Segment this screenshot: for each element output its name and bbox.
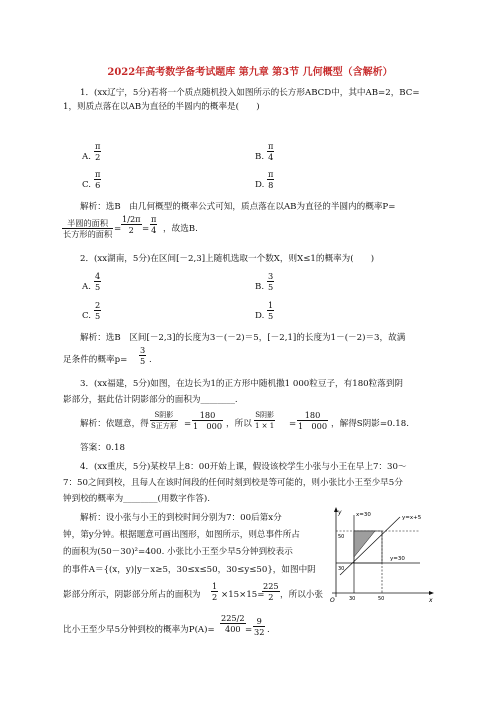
origin-label: O xyxy=(330,597,335,604)
q2-option-d-label: D. xyxy=(255,311,265,321)
q1-option-a-label: A. xyxy=(82,152,91,162)
q4-9-32-fraction: $\frac{9}{32}$ xyxy=(254,616,265,637)
q2-option-b-label: B. xyxy=(255,282,265,292)
q1-solution-frac1: $\frac{1/2\pi}{2}$ xyxy=(122,214,141,235)
q4-line3: 钟到校的概率为________(用数字作答). xyxy=(63,494,210,504)
q2-option-d-fraction: $\frac{1}{5}$ xyxy=(268,300,274,321)
tick-30-y: 30 xyxy=(338,566,345,572)
q4-solution-line4: 的事件A＝{(x，y)|y－x≥5，30≤x≤50，30≤y≤50}，如图中阴 xyxy=(63,565,316,575)
x-axis-label: x xyxy=(429,597,433,604)
q4-solution-line6-head: 比小王至少早5分钟到校的概率为P(A)= xyxy=(63,625,215,635)
q1-solution-ratio: 半圆的面积 长方形的面积 xyxy=(63,218,113,239)
q3-tail: ，解得S阴影=0.18. xyxy=(331,419,409,429)
q1-option-c-label: C. xyxy=(82,180,92,190)
q2-solution-line1: 解析：选B 区间[－2,3]的长度为3－(－2)＝5，[－2,1]的长度为1－(－2)＝3，故满 xyxy=(80,333,406,343)
q4-solution-line5-head: 影部分所示，阴影部分所占的面积为 xyxy=(63,590,201,600)
q1-option-b-fraction: $\frac{\pi}{4}$ xyxy=(268,141,274,162)
q2-solution-line2: 足条件的概率p= xyxy=(63,355,128,365)
q1-line1: 1．(xx辽宁，5分)若将一个质点随机投入如图所示的长方形ABCD中，其中AB=2，BC= xyxy=(80,88,420,98)
tick-50-x: 50 xyxy=(378,596,385,602)
q3-line2: 影部分，据此估计阴影部分的面积为________. xyxy=(63,395,238,405)
q3-ratio-180-1000: $\frac{180}{1 000}$ xyxy=(193,410,223,431)
q4-line2: 7：50之间到校，且每人在该时间段的任何时刻到校是等可能的，则小张比小王至少早5分 xyxy=(63,478,403,488)
q2-option-a-label: A. xyxy=(82,282,91,292)
q3-ratio-shadow-unit: S阴影 1 × 1 xyxy=(255,411,275,430)
q1-solution-line1: 解析：选B 由几何概型的概率公式可知，质点落在以AB为直径的半圆内的概率P= xyxy=(80,202,396,212)
q2-solution-fraction: $\frac{3}{5}$ xyxy=(140,345,146,366)
q4-solution-line6-tail: . xyxy=(267,625,270,635)
q1-option-b-label: B. xyxy=(255,152,265,162)
q4-probability-fraction: $\frac{225/2}{400}$ xyxy=(221,613,245,634)
q4-solution-line6-eq: = xyxy=(245,625,253,635)
q4-solution-line5-mid: ×15×15= xyxy=(221,590,265,600)
q2-option-b-fraction: $\frac{3}{5}$ xyxy=(268,271,274,292)
line-y-eq-x-plus-5 xyxy=(340,517,400,575)
q2-line1: 2．(xx湖南，5分)在区间[－2,3]上随机选取一个数X，则X≤1的概率为( ) xyxy=(80,254,375,264)
q3-eq1: = xyxy=(184,419,192,429)
q1-option-a-fraction: $\frac{\pi}{2}$ xyxy=(95,141,101,162)
q3-ratio-180-1000-b: $\frac{180}{1 000}$ xyxy=(298,410,328,431)
q3-mid: ，所以 xyxy=(226,419,252,429)
x-axis-arrow-icon xyxy=(429,591,434,595)
q4-solution-line5-tail: ，所以小张 xyxy=(280,590,323,600)
probability-region-graph xyxy=(328,505,438,605)
label-x30: x=30 xyxy=(356,512,371,518)
q1-option-d-fraction: $\frac{\pi}{8}$ xyxy=(268,169,274,190)
q1-solution-eq2: = xyxy=(142,224,150,234)
tick-50-y: 50 xyxy=(338,534,345,540)
q4-225-half-fraction: $\frac{225}{2}$ xyxy=(263,581,279,602)
y-axis-label: y xyxy=(338,509,342,516)
q3-answer: 答案：0.18 xyxy=(80,443,125,453)
q2-option-c-label: C. xyxy=(82,311,92,321)
q1-line2: 1，则质点落在以AB为直径的半圆内的概率是( ) xyxy=(63,102,260,112)
q4-solution-line1: 解析：设小张与小王的到校时间分别为7：00后第x分 xyxy=(80,513,282,523)
label-y-eq-x-plus-5: y=x+5 xyxy=(402,515,422,521)
label-y30: y=30 xyxy=(390,556,405,562)
q3-solution-head: 解析：依题意，得 xyxy=(80,419,149,429)
q3-eq2: = xyxy=(289,419,297,429)
q3-line1: 3．(xx福建，5分)如图，在边长为1的正方形中随机撒1 000粒豆子，有180粒落到阴 xyxy=(80,379,404,389)
q1-option-d-label: D. xyxy=(255,180,265,190)
tick-30-x: 30 xyxy=(349,596,356,602)
q4-line1: 4．(xx重庆，5分)某校早上8：00开始上课，假设该校学生小张与小王在早上7：30～ xyxy=(80,462,407,472)
q1-solution-frac2: $\frac{\pi}{4}$ xyxy=(151,214,157,235)
q3-ratio-shadow-square: S阴影 S正方形 xyxy=(151,411,177,430)
q2-option-a-fraction: $\frac{4}{5}$ xyxy=(95,271,101,292)
q1-solution-tail: ，故选B. xyxy=(163,224,198,234)
q2-solution-tail: . xyxy=(149,355,152,365)
q4-half-fraction: $\frac{1}{2}$ xyxy=(212,581,218,602)
q4-solution-line3: 的面积为(50－30)²=400. 小张比小王至少早5分钟到校表示 xyxy=(63,547,293,557)
q2-option-c-fraction: $\frac{2}{5}$ xyxy=(95,300,101,321)
q4-solution-line2: 钟，第y分钟。根据题意可画出图形，如图所示，则总事件所占 xyxy=(63,530,300,540)
q1-option-c-fraction: $\frac{\pi}{6}$ xyxy=(95,169,101,190)
page-title: 2022年高考数学备考试题库 第九章 第3节 几何概型（含解析） xyxy=(107,67,393,78)
q1-solution-eq: = xyxy=(114,224,122,234)
